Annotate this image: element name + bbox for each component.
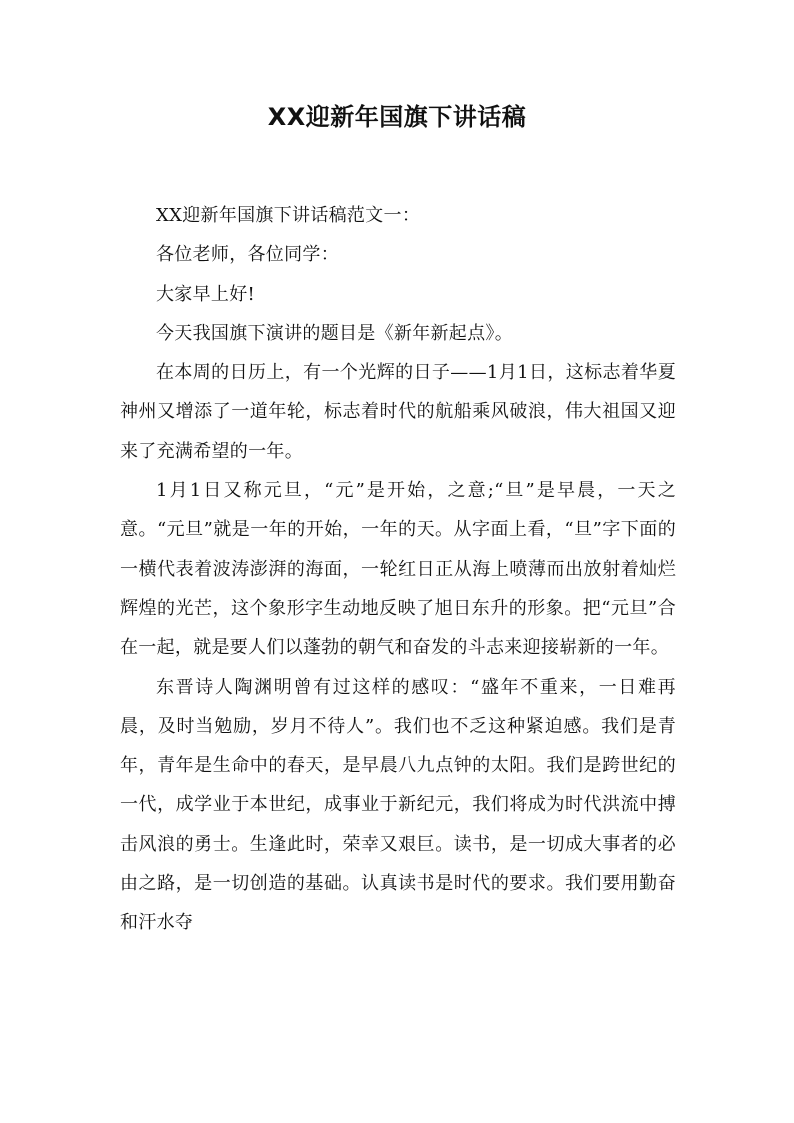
paragraph-yuandan: 1月1日又称元旦，“元”是开始，之意;“旦”是早晨，一天之意。“元旦”就是一年的开始，一年的天。从字面上看，“旦”字下面的一横代表着波涛澎湃的海面，一轮红日正从海上喷薄而出放射着灿烂辉煌的光芒，这个象形字生动地反映了旭日东升的形象。把“元旦”合在一起，就是要人们以蓬勃的朝气和奋发的斗志来迎接崭新的一年。 xyxy=(120,480,676,659)
paragraph-greeting: 大家早上好! xyxy=(156,283,256,305)
document-title: XX迎新年国旗下讲话稿 xyxy=(267,103,527,131)
paragraph-topic: 今天我国旗下演讲的题目是《新年新起点》。 xyxy=(156,322,513,344)
paragraph-intro-heading: XX迎新年国旗下讲话稿范文一： xyxy=(156,205,421,226)
paragraph-calendar: 在本周的日历上，有一个光辉的日子——1月1日，这标志着华夏神州又增添了一道年轮，标志着时代的航船乘风破浪，伟大祖国又迎来了充满希望的一年。 xyxy=(120,362,676,462)
paragraph-salutation: 各位老师，各位同学： xyxy=(156,244,339,266)
paragraph-poet: 东晋诗人陶渊明曾有过这样的感叹：“盛年不重来，一日难再晨，及时当勉励，岁月不待人”。我们也不乏这种紧迫感。我们是青年，青年是生命中的春天，是早晨八九点钟的太阳。我们是跨世纪的一代，成学业于本世纪，成事业于新纪元，我们将成为时代洪流中搏击风浪的勇士。生逢此时，荣幸又艰巨。读书，是一切成大事者的必由之路，是一切创造的基础。认真读书是时代的要求。我们要用勤奋和汗水夺 xyxy=(120,676,676,934)
document-body xyxy=(120,196,676,943)
